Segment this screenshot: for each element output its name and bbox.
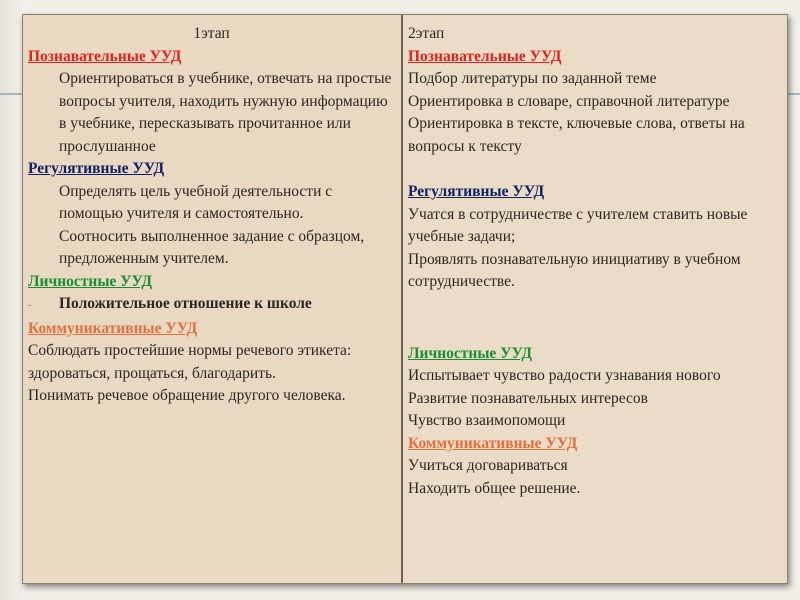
- personal-uud-heading: Личностные УУД: [28, 272, 153, 290]
- cognitive-uud-text-3: Ориентировка в тексте, ключевые слова, ответы на вопросы к тексту: [408, 115, 745, 155]
- stage-2-heading: 2этап: [408, 25, 445, 42]
- cognitive-uud-text-1: Подбор литературы по заданной теме: [408, 70, 657, 87]
- dash-bullet-icon: -: [28, 300, 32, 311]
- cognitive-uud-heading: Познавательные УУД: [408, 47, 562, 65]
- personal-uud-text: Положительное отношение к школе: [59, 295, 312, 312]
- regulatory-uud-text-2: Соотносить выполненное задание с образцом, предложенным учителем.: [59, 227, 365, 267]
- communicative-uud-heading: Коммуникативные УУД: [408, 434, 578, 452]
- personal-uud-text-1: Испытывает чувство радости узнавания нового: [408, 367, 721, 384]
- personal-uud-heading: Личностные УУД: [408, 344, 533, 362]
- communicative-uud-heading: Коммуникативные УУД: [28, 319, 198, 337]
- communicative-uud-text-1: Соблюдать простейшие нормы речевого этикета: здороваться, прощаться, благодарить.: [28, 342, 352, 382]
- communicative-uud-text-2: Понимать речевое обращение другого человека.: [28, 387, 346, 404]
- regulatory-uud-text-1: Учатся в сотрудничестве с учителем ставить новые учебные задачи;: [408, 205, 748, 245]
- stage-1-column: [23, 15, 403, 583]
- cognitive-uud-text: Ориентироваться в учебнике, отвечать на простые вопросы учителя, находить нужную информацию в учебнике, пересказывать прочитанное или прослушанное: [59, 70, 392, 155]
- regulatory-uud-heading: Регулятивные УУД: [408, 183, 545, 200]
- personal-uud-text-3: Чувство взаимопомощи: [408, 412, 566, 429]
- uud-table: [22, 14, 788, 584]
- cognitive-uud-heading: Познавательные УУД: [28, 47, 182, 65]
- stage-2-column: [403, 15, 787, 583]
- communicative-uud-text-1: Учиться договариваться: [408, 457, 568, 474]
- regulatory-uud-text-2: Проявлять познавательную инициативу в учебном сотрудничестве.: [408, 250, 741, 290]
- cognitive-uud-text-2: Ориентировка в словаре, справочной литературе: [408, 92, 730, 110]
- communicative-uud-text-2: Находить общее решение.: [408, 479, 581, 497]
- stage-1-heading: 1этап: [193, 25, 230, 42]
- regulatory-uud-text-1: Определять цель учебной деятельности с помощью учителя и самостоятельно.: [59, 182, 333, 222]
- regulatory-uud-heading: Регулятивные УУД: [28, 160, 165, 177]
- spacer: [408, 294, 781, 343]
- personal-uud-item: [28, 293, 395, 318]
- spacer: [408, 158, 781, 181]
- personal-uud-text-2: Развитие познавательных интересов: [408, 389, 648, 407]
